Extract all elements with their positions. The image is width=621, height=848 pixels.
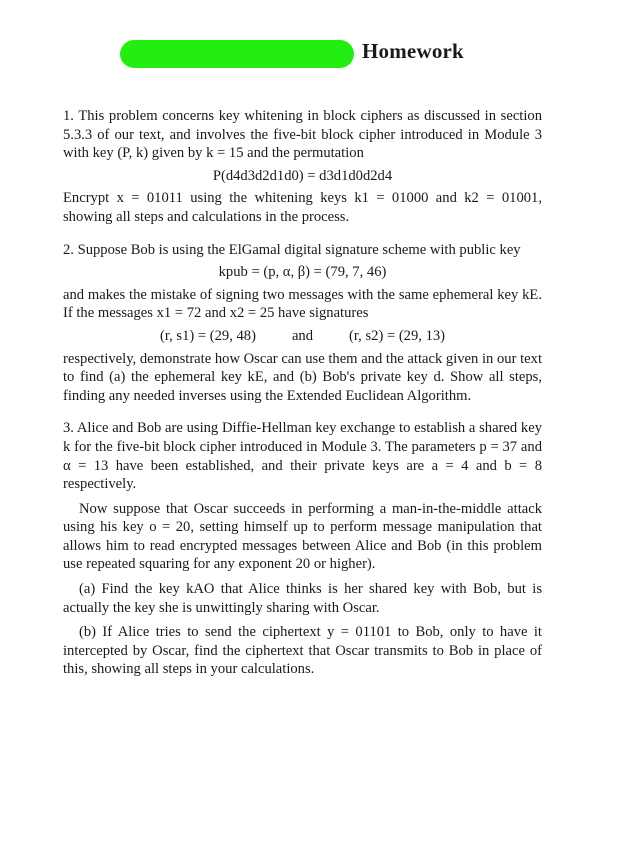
problem-3-part-a: (a) Find the key kAO that Alice thinks is her shared key with Bob, but is actually the key she is unwittingly sharing with Oscar. — [63, 581, 542, 616]
problem-3-intro: 3. Alice and Bob are using Diffie-Hellman key exchange to establish a shared key k for the five-bit block cipher introduced in Module 3. The parameters p = 37 and α = 13 have been established, and their private keys are a = 4 and b = 8 respectively. — [63, 420, 542, 493]
problem-2-task: respectively, demonstrate how Oscar can use them and the attack given in our text to find (a) the ephemeral key kE, and (b) Bob's private key d. Show all steps, finding any needed inverses using the Extended Euclidean Algorithm. — [63, 350, 542, 404]
problem-2-intro: 2. Suppose Bob is using the ElGamal digital signature scheme with public key — [63, 241, 521, 258]
permutation-equation: P(d4d3d2d1d0) = d3d1d0d2d4 — [212, 167, 393, 184]
page-title: Homework — [362, 39, 464, 63]
problem-3-part-b: (b) If Alice tries to send the ciphertext y = 01101 to Bob, only to have it intercepted by Oscar, find the ciphertext that Oscar transmits to Bob in place of this, showing all steps in your calculations. — [63, 624, 542, 678]
signature-2: (r, s2) = (29, 13) — [349, 327, 446, 344]
signatures-line — [63, 327, 542, 346]
public-key-equation: kpub = (p, α, β) = (79, 7, 46) — [218, 264, 387, 281]
problem-2-messages: and makes the mistake of signing two messages with the same ephemeral key kE. If the messages x1 = 72 and x2 = 25 have signatures — [63, 286, 542, 322]
homework-body — [63, 107, 542, 679]
signature-and: and — [291, 327, 314, 344]
problem-3-attack: Now suppose that Oscar succeeds in performing a man-in-the-middle attack using his key o = 20, setting himself up to perform message manipulation that allows him to read encrypted messages between Alice and Bob (in this problem use repeated squaring for any exponent 20 or higher). — [63, 500, 542, 573]
problem-1-intro: 1. This problem concerns key whitening in block ciphers as discussed in section 5.3.3 of our text, and involves the five-bit block cipher introduced in Module 3 with key (P, k) given by k = 15 and the permutation — [63, 108, 542, 162]
redacted-name-marker — [120, 40, 354, 68]
signature-1: (r, s1) = (29, 48) — [159, 327, 256, 344]
problem-1-task: Encrypt x = 01011 using the whitening keys k1 = 01000 and k2 = 01001, showing all steps and calculations in the process. — [63, 190, 542, 225]
